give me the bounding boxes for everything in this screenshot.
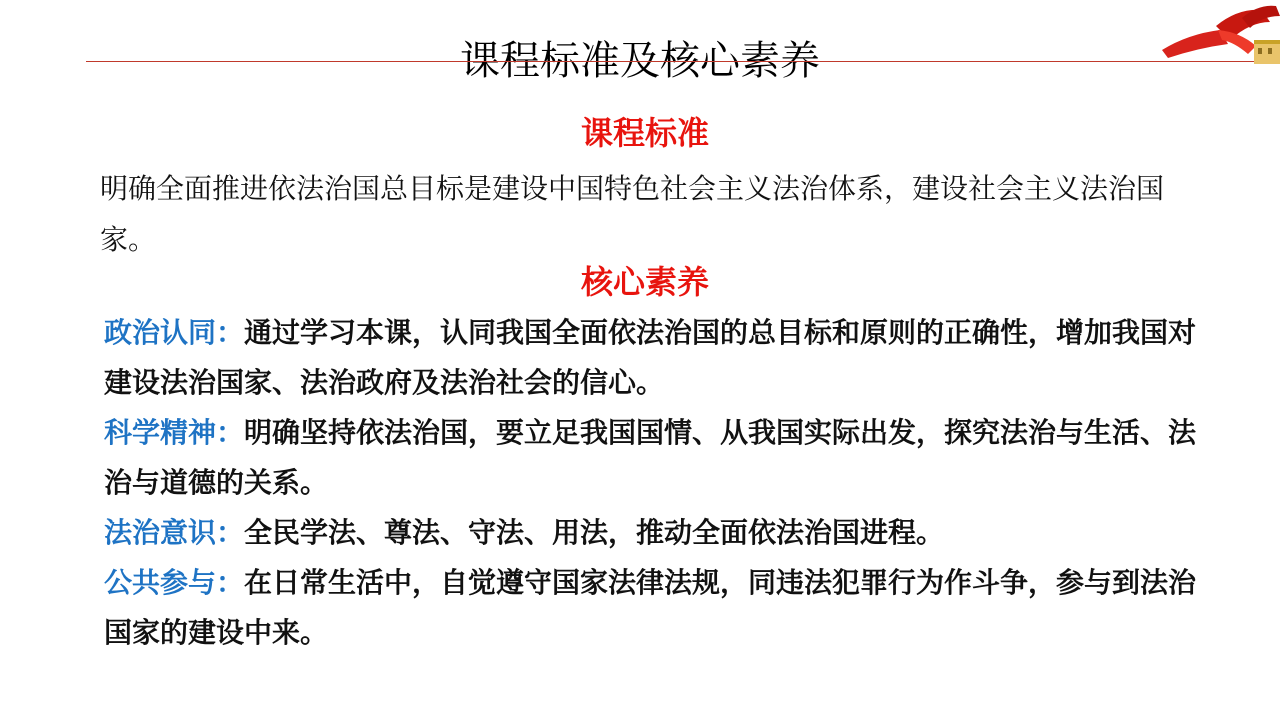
core-literacy-heading: 核心素养 [580, 263, 709, 301]
slide-title: 课程标准及核心素养 [460, 37, 820, 84]
literacy-political-identity [104, 308, 1204, 408]
literacy-term: 科学精神： [104, 416, 245, 449]
literacy-text: 通过学习本课，认同我国全面依法治国的总目标和原则的正确性，增加我国对建设法治国家、法治政府及法治社会的信心。 [104, 316, 1197, 399]
literacy-public-participation [104, 558, 1204, 658]
literacy-term: 法治意识： [104, 516, 245, 549]
core-literacy-list [104, 308, 1204, 658]
literacy-text: 明确坚持依法治国，要立足我国国情、从我国实际出发，探究法治与生活、法治与道德的关系。 [104, 416, 1197, 499]
literacy-term: 政治认同： [104, 316, 245, 349]
course-standard-text: 明确全面推进依法治国总目标是建设中国特色社会主义法治体系，建设社会主义法治国家。 [100, 172, 1165, 256]
course-standard-heading: 课程标准 [580, 114, 709, 152]
ribbon-icon [1158, 0, 1280, 64]
title-divider [86, 61, 1280, 62]
literacy-scientific-spirit [104, 408, 1204, 508]
literacy-text: 在日常生活中，自觉遵守国家法律法规，同违法犯罪行为作斗争，参与到法治国家的建设中来。 [104, 566, 1197, 649]
literacy-text: 全民学法、尊法、守法、用法，推动全面依法治国进程。 [244, 516, 945, 549]
literacy-legal-awareness [104, 508, 1204, 558]
literacy-term: 公共参与： [104, 566, 245, 599]
